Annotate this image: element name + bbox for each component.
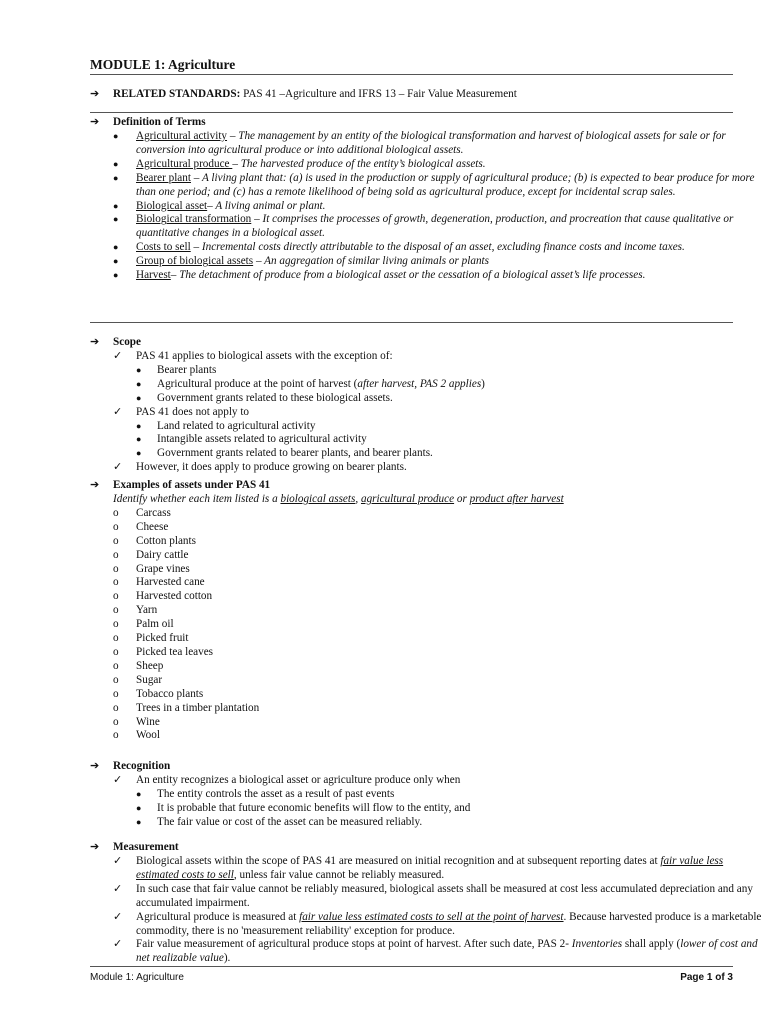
definition-item bbox=[90, 130, 768, 158]
scope-item bbox=[90, 350, 485, 364]
examples-heading-text: Examples of assets under PAS 41 bbox=[113, 479, 271, 491]
example-text: Trees in a timber plantation bbox=[136, 701, 260, 714]
scope-text: PAS 41 applies to biological assets with the exception of: bbox=[136, 350, 393, 362]
scope-subitem-text: Bearer plants bbox=[157, 363, 217, 376]
circle-bullet-icon: o bbox=[113, 520, 119, 533]
example-text: Cheese bbox=[136, 520, 169, 533]
measurement-text: . Because harvested produce is a marketable commodity, there is no 'measurement reliability' exception for produce. bbox=[136, 910, 762, 937]
measurement-text: ). bbox=[223, 952, 231, 965]
measurement-text: , unless fair value cannot be reliably measured. bbox=[233, 868, 445, 881]
bullet-icon: ● bbox=[113, 270, 119, 281]
example-text: Tobacco plants bbox=[136, 687, 204, 700]
definition-item bbox=[90, 158, 768, 172]
example-text: Harvested cotton bbox=[136, 590, 213, 603]
scope-subitem bbox=[90, 420, 485, 434]
measurement-text: In such case that fair value cannot be reliably measured, biological assets shall be measured at cost less accumulated depreciation and any accumulated impairment. bbox=[136, 882, 753, 909]
bullet-icon: ● bbox=[136, 378, 142, 389]
bullet-icon: ● bbox=[136, 788, 142, 799]
definition-item bbox=[90, 172, 768, 200]
definition-item bbox=[90, 200, 768, 214]
circle-bullet-icon: o bbox=[113, 645, 119, 658]
example-text: Sugar bbox=[136, 673, 163, 686]
measurement-heading-text: Measurement bbox=[113, 841, 179, 853]
example-text: Grape vines bbox=[136, 562, 190, 575]
example-item bbox=[90, 535, 564, 549]
page-title: MODULE 1: Agriculture bbox=[90, 57, 236, 72]
definition-item bbox=[90, 241, 768, 255]
definition-text: – An aggregation of similar living animals or plants bbox=[253, 255, 490, 268]
circle-bullet-icon: o bbox=[113, 534, 119, 547]
example-item bbox=[90, 590, 564, 604]
measurement-text: shall apply ( bbox=[622, 938, 681, 951]
check-icon: ✓ bbox=[113, 910, 123, 923]
example-text: Picked tea leaves bbox=[136, 645, 214, 658]
examples-section bbox=[90, 479, 564, 743]
recognition-subitem-text: The fair value or cost of the asset can be measured reliably. bbox=[157, 815, 423, 828]
check-icon: ✓ bbox=[113, 350, 123, 362]
measurement-text: Agricultural produce is measured at bbox=[136, 910, 300, 923]
scope-subitem bbox=[90, 364, 485, 378]
definition-term: Agricultural produce bbox=[136, 157, 233, 170]
example-item bbox=[90, 702, 564, 716]
example-item bbox=[90, 632, 564, 646]
definition-text: – The harvested produce of the entity’s biological assets. bbox=[232, 157, 486, 170]
example-item bbox=[90, 688, 564, 702]
page-footer bbox=[90, 972, 733, 983]
definitions-list bbox=[90, 130, 768, 283]
bullet-icon: ● bbox=[136, 816, 142, 827]
definition-term: Harvest bbox=[136, 269, 171, 282]
definition-item bbox=[90, 255, 768, 269]
examples-intro bbox=[90, 493, 564, 507]
check-icon: ✓ bbox=[113, 405, 123, 418]
definitions-section bbox=[90, 116, 768, 283]
recognition-subitem bbox=[90, 802, 470, 816]
scope-subitem-text: Government grants related to bearer plants, and bearer plants. bbox=[157, 447, 433, 460]
definition-term: Costs to sell bbox=[136, 241, 191, 254]
example-text: Yarn bbox=[136, 604, 158, 617]
bullet-icon: ● bbox=[113, 172, 119, 183]
measurement-text: Fair value measurement of agricultural produce stops at point of harvest. After such date, PAS 2- bbox=[136, 938, 572, 951]
definition-term: Biological asset bbox=[136, 199, 208, 212]
example-item bbox=[90, 549, 564, 563]
measurement-emphasis: fair value less estimated costs to sell bbox=[136, 855, 724, 881]
measurement-italic: lower of cost and net realizable value bbox=[136, 938, 758, 965]
related-standards-text: PAS 41 –Agriculture and IFRS 13 – Fair Value Measurement bbox=[240, 88, 517, 100]
title-rule bbox=[90, 74, 733, 75]
definition-text: – A living animal or plant. bbox=[207, 199, 326, 212]
recognition-subitem-text: It is probable that future economic benefits will flow to the entity, and bbox=[157, 801, 471, 814]
footer-module-label: Module 1: Agriculture bbox=[90, 972, 184, 983]
bullet-icon: ● bbox=[113, 242, 119, 253]
definition-text: – It comprises the processes of growth, degeneration, production, and procreation that cause qualitative or quantitative changes in a biological asset. bbox=[136, 213, 734, 240]
scope-subitem-text: Land related to agricultural activity bbox=[157, 419, 316, 432]
example-text: Sheep bbox=[136, 659, 164, 672]
scope-text: However, it does apply to produce growing on bearer plants. bbox=[136, 461, 407, 474]
check-icon: ✓ bbox=[113, 938, 123, 951]
definition-text: – Incremental costs directly attributable to the disposal of an asset, excluding finance costs and income taxes. bbox=[190, 241, 685, 254]
definition-term: Agricultural activity bbox=[136, 130, 228, 142]
circle-bullet-icon: o bbox=[113, 659, 119, 672]
measurement-list bbox=[90, 855, 768, 966]
measurement-item bbox=[90, 911, 768, 939]
measurement-emphasis: fair value less estimated costs to sell at the point of harvest bbox=[299, 910, 564, 923]
example-item bbox=[90, 646, 564, 660]
circle-bullet-icon: o bbox=[113, 729, 119, 742]
example-item bbox=[90, 576, 564, 590]
example-item bbox=[90, 674, 564, 688]
example-text: Wine bbox=[136, 715, 160, 728]
scope-subitem-italic: after harvest, PAS 2 applies bbox=[357, 377, 482, 390]
bullet-icon: ● bbox=[136, 802, 142, 813]
circle-bullet-icon: o bbox=[113, 590, 119, 603]
intro-underlined: biological assets bbox=[280, 493, 356, 505]
scope-subitem bbox=[90, 378, 485, 392]
circle-bullet-icon: o bbox=[113, 506, 119, 519]
example-text: Palm oil bbox=[136, 618, 174, 631]
scope-item bbox=[90, 461, 485, 475]
bullet-icon: ● bbox=[136, 420, 142, 431]
bullet-icon: ● bbox=[136, 364, 142, 375]
circle-bullet-icon: o bbox=[113, 715, 119, 728]
check-icon: ✓ bbox=[113, 855, 123, 867]
definition-text: – The detachment of produce from a biological asset or the cessation of a biological asset’s life processes. bbox=[170, 269, 646, 282]
scope-item bbox=[90, 406, 485, 420]
definition-item bbox=[90, 213, 768, 241]
definition-text: – The management by an entity of the biological transformation and harvest of biological assets for sale or for conversion into agricultural produce or into additional biological assets. bbox=[136, 130, 726, 156]
scope-subitem bbox=[90, 433, 485, 447]
circle-bullet-icon: o bbox=[113, 576, 119, 589]
related-standards-label: RELATED STANDARDS: bbox=[113, 88, 241, 100]
bullet-icon: ● bbox=[113, 200, 119, 211]
bullet-icon: ● bbox=[113, 256, 119, 267]
example-text: Cotton plants bbox=[136, 534, 196, 547]
definitions-heading bbox=[90, 116, 768, 130]
example-text: Carcass bbox=[136, 506, 171, 519]
recognition-subitem bbox=[90, 816, 470, 830]
arrow-icon: ➔ bbox=[90, 760, 100, 772]
scope-subitem-text: ) bbox=[481, 377, 485, 390]
intro-underlined: product after harvest bbox=[469, 493, 564, 505]
recognition-heading-text: Recognition bbox=[113, 760, 171, 772]
bullet-icon: ● bbox=[136, 448, 142, 459]
recognition-section bbox=[90, 760, 470, 830]
scope-subitem-text: Agricultural produce at the point of harvest ( bbox=[157, 377, 358, 390]
definition-text: – A living plant that: (a) is used in the production or supply of agricultural produce; (b) is expected to bear produce for more than one period; and (c) has a remote likelihood of being sold as agricultural produce, except for incidental scrap sales. bbox=[136, 171, 755, 198]
section-rule bbox=[90, 322, 733, 323]
measurement-item bbox=[90, 855, 768, 883]
definitions-heading-text: Definition of Terms bbox=[113, 116, 206, 128]
scope-heading bbox=[90, 336, 485, 350]
example-item bbox=[90, 716, 564, 730]
measurement-heading bbox=[90, 841, 768, 855]
scope-subitem-text: Government grants related to these biological assets. bbox=[157, 391, 393, 404]
circle-bullet-icon: o bbox=[113, 562, 119, 575]
recognition-item bbox=[90, 774, 470, 788]
intro-underlined: agricultural produce bbox=[360, 493, 455, 505]
bullet-icon: ● bbox=[136, 392, 142, 403]
arrow-icon: ➔ bbox=[90, 479, 100, 491]
scope-subitem bbox=[90, 447, 485, 461]
scope-text: PAS 41 does not apply to bbox=[136, 405, 250, 418]
measurement-section bbox=[90, 841, 768, 966]
example-item bbox=[90, 729, 564, 743]
definition-item bbox=[90, 269, 768, 283]
measurement-text: Biological assets within the scope of PAS 41 are measured on initial recognition and at subsequent reporting dates at bbox=[136, 855, 661, 867]
recognition-text: An entity recognizes a biological asset or agriculture produce only when bbox=[136, 774, 461, 786]
footer-rule bbox=[90, 966, 733, 967]
definition-term: Group of biological assets bbox=[136, 255, 254, 268]
example-text: Harvested cane bbox=[136, 576, 205, 589]
example-item bbox=[90, 604, 564, 618]
arrow-icon: ➔ bbox=[90, 841, 100, 853]
example-text: Wool bbox=[136, 729, 160, 742]
recognition-subitem-text: The entity controls the asset as a result of past events bbox=[157, 787, 395, 800]
scope-list bbox=[90, 350, 485, 475]
circle-bullet-icon: o bbox=[113, 548, 119, 561]
scope-section bbox=[90, 336, 485, 475]
intro-text: or bbox=[454, 493, 470, 505]
arrow-icon: ➔ bbox=[90, 88, 100, 100]
measurement-item bbox=[90, 883, 768, 911]
definition-term: Bearer plant bbox=[136, 171, 191, 184]
footer-page-number: Page 1 of 3 bbox=[680, 972, 733, 983]
examples-list bbox=[90, 507, 564, 743]
circle-bullet-icon: o bbox=[113, 618, 119, 631]
check-icon: ✓ bbox=[113, 882, 123, 895]
bullet-icon: ● bbox=[113, 158, 119, 169]
recognition-list bbox=[90, 774, 470, 830]
circle-bullet-icon: o bbox=[113, 673, 119, 686]
bullet-icon: ● bbox=[136, 434, 142, 445]
intro-text: Identify whether each item listed is a bbox=[113, 493, 281, 505]
measurement-italic: Inventories bbox=[571, 938, 623, 951]
recognition-subitem bbox=[90, 788, 470, 802]
circle-bullet-icon: o bbox=[113, 604, 119, 617]
bullet-icon: ● bbox=[113, 214, 119, 225]
check-icon: ✓ bbox=[113, 774, 123, 786]
related-standards-heading bbox=[90, 88, 517, 102]
bullet-icon: ● bbox=[113, 131, 119, 141]
example-item bbox=[90, 507, 564, 521]
example-item bbox=[90, 618, 564, 632]
arrow-icon: ➔ bbox=[90, 336, 100, 348]
circle-bullet-icon: o bbox=[113, 701, 119, 714]
circle-bullet-icon: o bbox=[113, 687, 119, 700]
related-standards-section bbox=[90, 88, 517, 102]
circle-bullet-icon: o bbox=[113, 632, 119, 645]
recognition-heading bbox=[90, 760, 470, 774]
measurement-item bbox=[90, 938, 768, 966]
section-rule bbox=[90, 112, 733, 113]
definition-term: Biological transformation bbox=[136, 213, 252, 226]
intro-text: , bbox=[355, 493, 361, 505]
scope-heading-text: Scope bbox=[113, 336, 141, 348]
arrow-icon: ➔ bbox=[90, 116, 100, 128]
scope-subitem bbox=[90, 392, 485, 406]
example-text: Picked fruit bbox=[136, 632, 189, 645]
scope-subitem-text: Intangible assets related to agricultural activity bbox=[157, 433, 367, 446]
example-item bbox=[90, 521, 564, 535]
example-item bbox=[90, 563, 564, 577]
examples-heading bbox=[90, 479, 564, 493]
example-item bbox=[90, 660, 564, 674]
check-icon: ✓ bbox=[113, 461, 123, 474]
example-text: Dairy cattle bbox=[136, 548, 189, 561]
